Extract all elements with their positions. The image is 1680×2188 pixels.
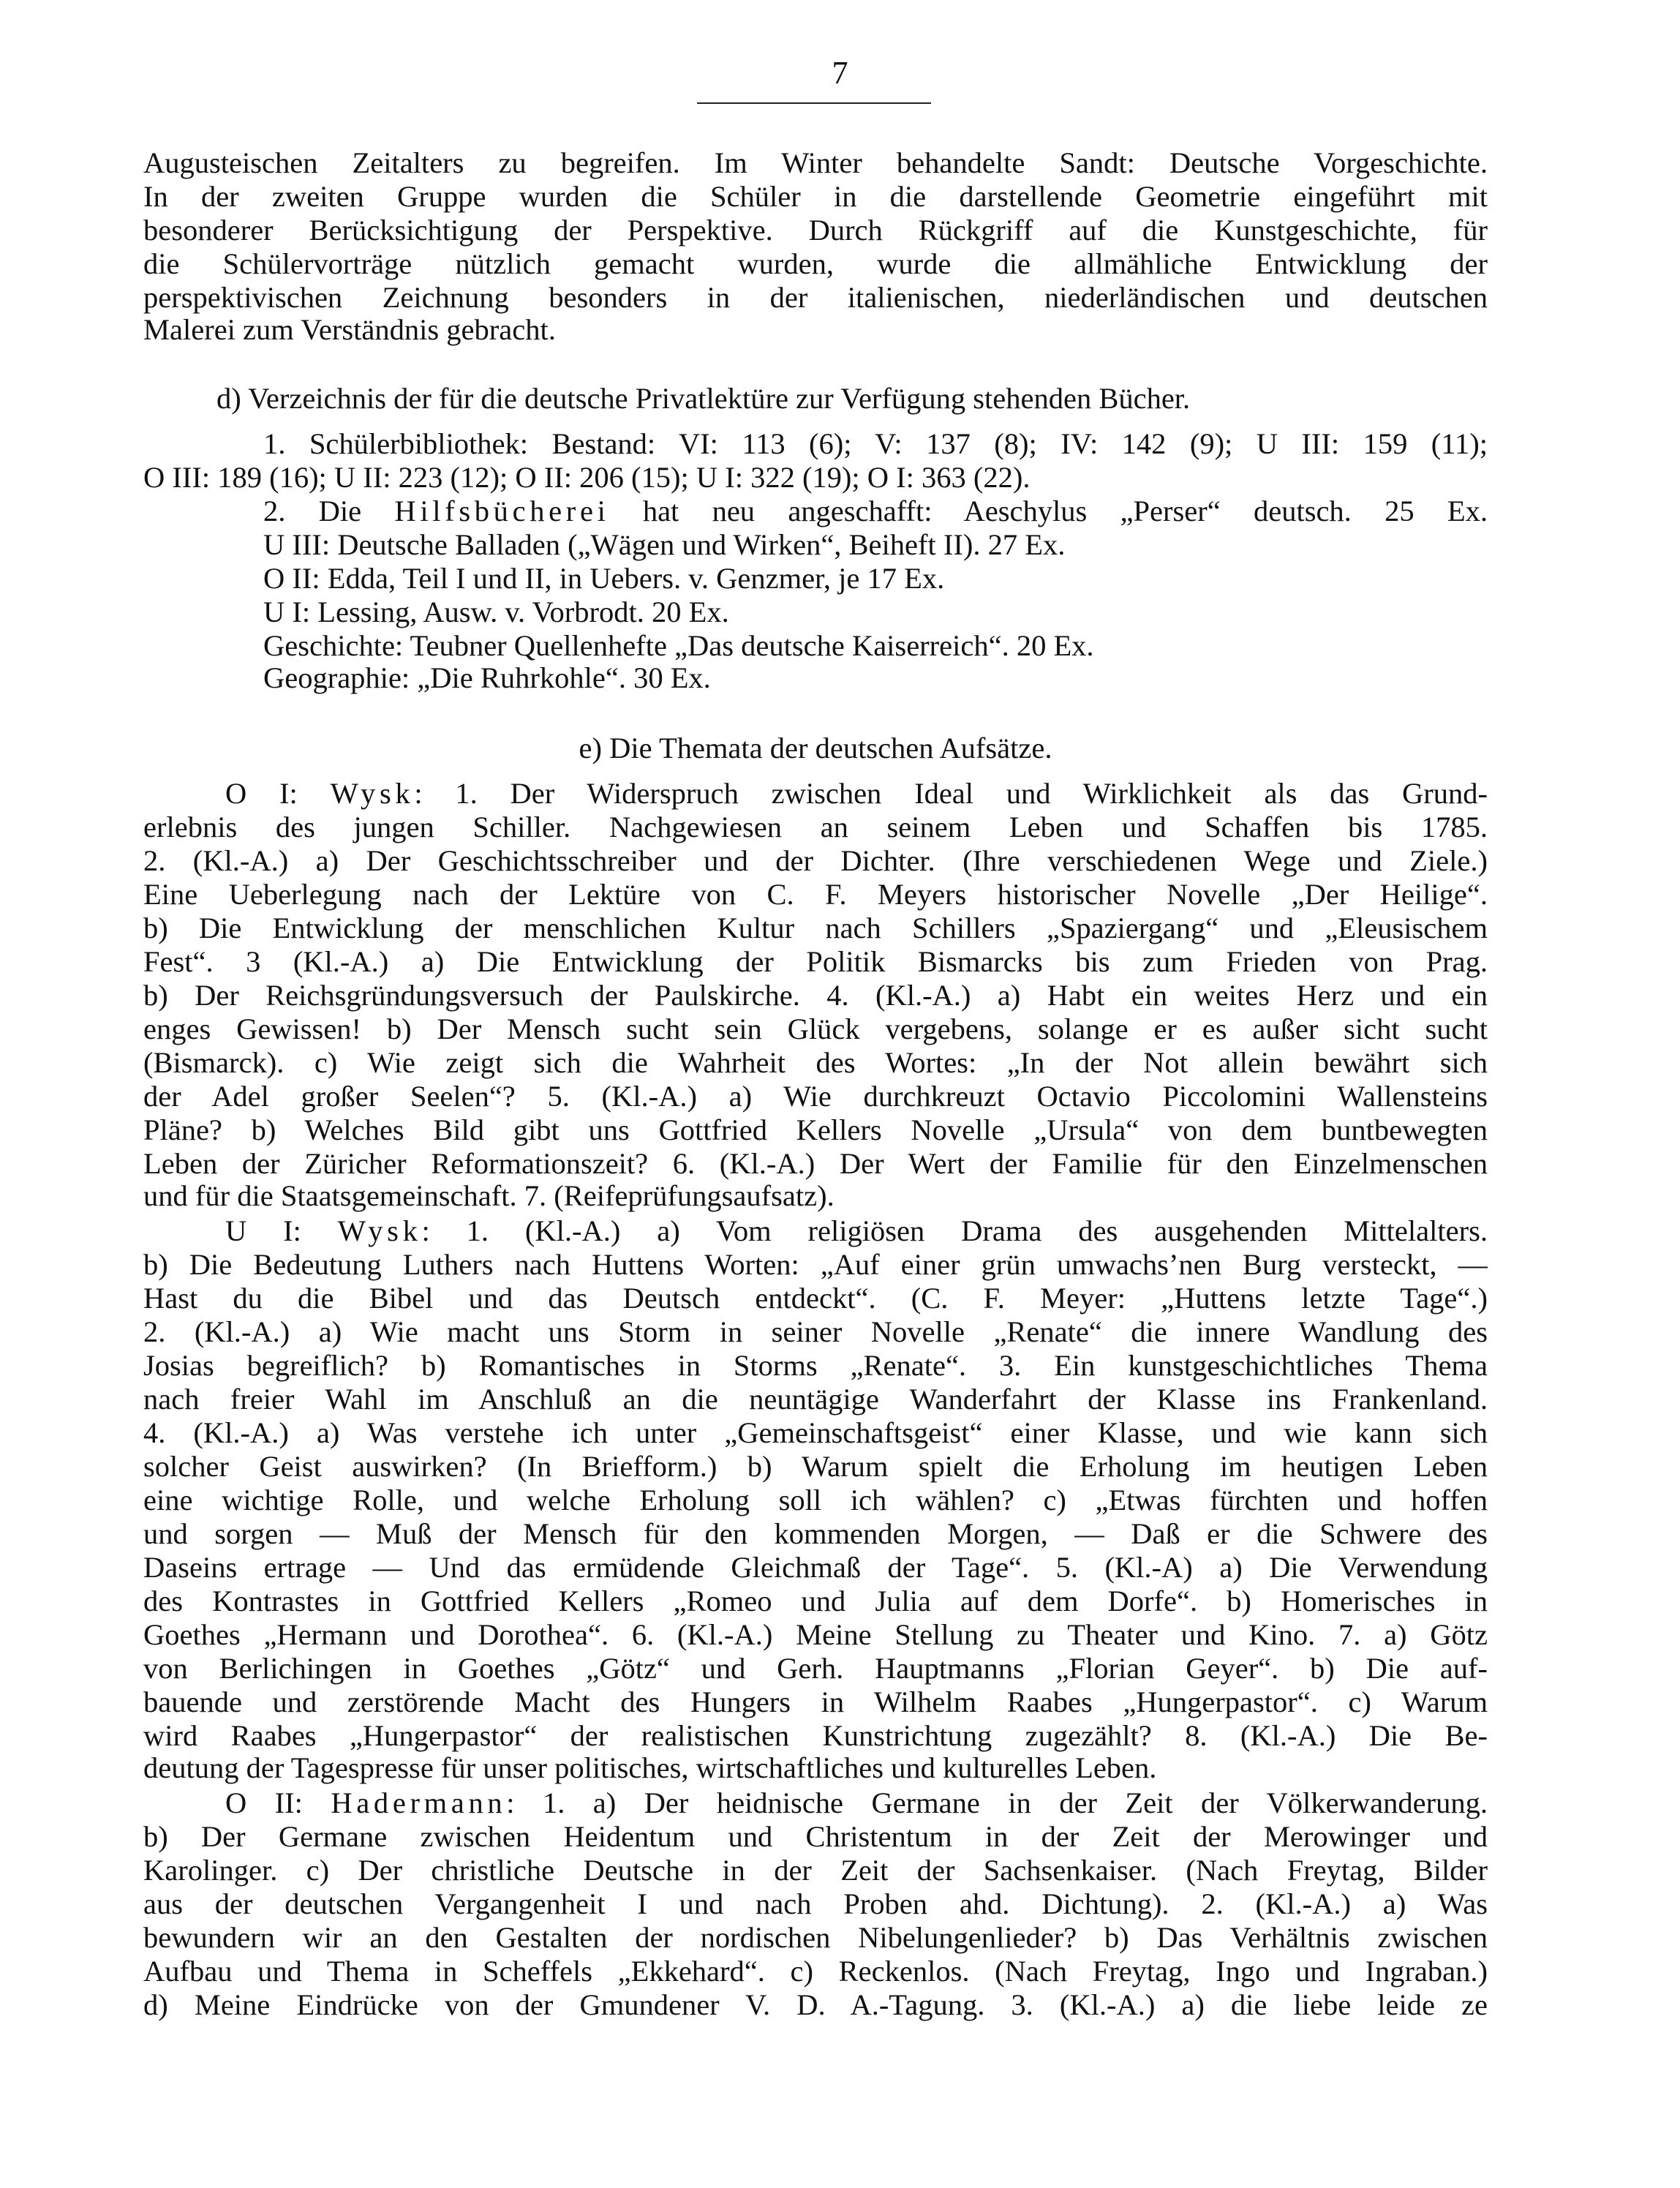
text-line: bewundern wir an den Gestalten der nordischen Nibelungenlieder? b) Das Verhältnis zwischen: [143, 1921, 1488, 1954]
text-line: 2. (Kl.-A.) a) Wie macht uns Storm in seiner Novelle „Renate“ die innere Wandlung des: [143, 1315, 1488, 1348]
text-line: nach freier Wahl im Anschluß an die neuntägige Wanderfahrt der Klasse ins Frankenland.: [143, 1383, 1488, 1416]
text-line: Malerei zum Verständnis gebracht.: [143, 313, 556, 346]
text-line: b) Die Entwicklung der menschlichen Kultur nach Schillers „Spaziergang“ und „Eleusischem: [143, 911, 1488, 944]
header-rule: [697, 102, 931, 104]
text-line: [225, 1214, 1488, 1248]
text-line: bauende und zerstörende Macht des Hungers in Wilhelm Raabes „Hungerpastor“. c) Warum: [143, 1685, 1488, 1718]
text-line: der Adel großer Seelen“? 5. (Kl.-A.) a) Wie durchkreuzt Octavio Piccolomini Wallensteins: [143, 1080, 1488, 1113]
section-heading-d: d) Verzeichnis der für die deutsche Privatlektüre zur Verfügung stehenden Bücher.: [216, 382, 1191, 415]
text-line: 2. (Kl.-A.) a) Der Geschichtsschreiber und der Dichter. (Ihre verschiedenen Wege und Ziele.): [143, 844, 1488, 877]
text-line: Augusteischen Zeitalters zu begreifen. Im Winter behandelte Sandt: Deutsche Vorgeschichte.: [143, 146, 1488, 179]
page-number: 7: [832, 55, 848, 91]
text-line: eine wichtige Rolle, und welche Erholung soll ich wählen? c) „Etwas fürchten und hoffen: [143, 1484, 1488, 1516]
teacher-name: Wysk: [330, 777, 415, 810]
text-line: perspektivischen Zeichnung besonders in der italienischen, niederländischen und deutschen: [143, 281, 1488, 314]
text-line: Geographie: „Die Ruhrkohle“. 30 Ex.: [263, 661, 711, 694]
text-line: 4. (Kl.-A.) a) Was verstehe ich unter „Gemeinschaftsgeist“ einer Klasse, und wie kann sich: [143, 1416, 1488, 1449]
text-line: und für die Staatsgemeinschaft. 7. (Reifeprüfungsaufsatz).: [143, 1179, 835, 1212]
text-line: b) Die Bedeutung Luthers nach Huttens Worten: „Auf einer grün umwachs’nen Burg versteckt, —: [143, 1248, 1488, 1281]
text-line: Pläne? b) Welches Bild gibt uns Gottfried Kellers Novelle „Ursula“ von dem buntbewegten: [143, 1113, 1488, 1146]
text-run: O II:: [225, 1786, 331, 1819]
text-line: [225, 1786, 1488, 1820]
text-run: 2. Die: [263, 495, 395, 527]
text-line: b) Der Reichsgründungsversuch der Paulskirche. 4. (Kl.-A.) a) Habt ein weites Herz und ein: [143, 979, 1488, 1012]
text-line: Daseins ertrage — Und das ermüdende Gleichmaß der Tage“. 5. (Kl.-A) a) Die Verwendung: [143, 1551, 1488, 1584]
text-line: Aufbau und Thema in Scheffels „Ekkehard“. c) Reckenlos. (Nach Freytag, Ingo und Ingraban.): [143, 1955, 1488, 1988]
text-line: In der zweiten Gruppe wurden die Schüler in die darstellende Geometrie eingeführt mit: [143, 180, 1488, 213]
text-line: [263, 495, 1488, 528]
text-line: O II: Edda, Teil I und II, in Uebers. v. Genzmer, je 17 Ex.: [263, 562, 945, 595]
text-line: und sorgen — Muß der Mensch für den kommenden Morgen, — Daß er die Schwere des: [143, 1517, 1488, 1550]
text-line: enges Gewissen! b) Der Mensch sucht sein Glück vergebens, solange er es außer sicht sucht: [143, 1012, 1488, 1045]
section-heading-e: e) Die Themata der deutschen Aufsätze.: [579, 732, 1052, 764]
text-run: hat neu angeschafft: Aeschylus „Perser“ deutsch. 25 Ex.: [609, 495, 1488, 527]
text-line: U I: Lessing, Ausw. v. Vorbrodt. 20 Ex.: [263, 595, 729, 628]
text-line: Geschichte: Teubner Quellenhefte „Das deutsche Kaiserreich“. 20 Ex.: [263, 629, 1094, 662]
text-line: [225, 777, 1488, 811]
text-line: des Kontrastes in Gottfried Kellers „Romeo und Julia auf dem Dorfe“. b) Homerisches in: [143, 1584, 1488, 1617]
text-line: 1. Schülerbibliothek: Bestand: VI: 113 (6); V: 137 (8); IV: 142 (9); U III: 159 (11);: [263, 427, 1488, 460]
text-line: Hast du die Bibel und das Deutsch entdeckt“. (C. F. Meyer: „Huttens letzte Tage“.): [143, 1282, 1488, 1315]
teacher-name: Hadermann: [331, 1786, 507, 1819]
text-run: U I:: [225, 1214, 338, 1247]
text-run: : 1. a) Der heidnische Germane in der Zeit der Völkerwanderung.: [506, 1786, 1488, 1819]
text-line: die Schülervorträge nützlich gemacht wurden, wurde die allmähliche Entwicklung der: [143, 247, 1488, 280]
text-line: O III: 189 (16); U II: 223 (12); O II: 206 (15); U I: 322 (19); O I: 363 (22).: [143, 461, 1031, 494]
teacher-name: Wysk: [337, 1214, 422, 1247]
text-line: Goethes „Hermann und Dorothea“. 6. (Kl.-A.) Meine Stellung zu Theater und Kino. 7. a) Götz: [143, 1618, 1488, 1651]
text-line: wird Raabes „Hungerpastor“ der realistischen Kunstrichtung zugezählt? 8. (Kl.-A.) Die Be-: [143, 1719, 1488, 1752]
text-line: Josias begreiflich? b) Romantisches in Storms „Renate“. 3. Ein kunstgeschichtliches Thema: [143, 1349, 1488, 1382]
spaced-term: Hilfsbücherei: [394, 495, 610, 527]
text-line: deutung der Tagespresse für unser politisches, wirtschaftliches und kulturelles Leben.: [143, 1751, 1157, 1784]
text-line: d) Meine Eindrücke von der Gmundener V. D. A.-Tagung. 3. (Kl.-A.) a) die liebe leide ze: [143, 1988, 1488, 2021]
text-line: Eine Ueberlegung nach der Lektüre von C. F. Meyers historischer Novelle „Der Heilige“.: [143, 878, 1488, 911]
text-run: : 1. (Kl.-A.) a) Vom religiösen Drama des ausgehenden Mittelalters.: [421, 1214, 1488, 1247]
text-line: aus der deutschen Vergangenheit I und nach Proben ahd. Dichtung). 2. (Kl.-A.) a) Was: [143, 1887, 1488, 1920]
text-run: : 1. Der Widerspruch zwischen Ideal und Wirklichkeit als das Grund-: [414, 777, 1488, 810]
text-line: b) Der Germane zwischen Heidentum und Christentum in der Zeit der Merowinger und: [143, 1820, 1488, 1853]
text-line: Karolinger. c) Der christliche Deutsche in der Zeit der Sachsenkaiser. (Nach Freytag, Bilder: [143, 1854, 1488, 1887]
text-line: U III: Deutsche Balladen („Wägen und Wirken“, Beiheft II). 27 Ex.: [263, 528, 1066, 561]
text-run: O I:: [225, 777, 331, 810]
text-line: besonderer Berücksichtigung der Perspektive. Durch Rückgriff auf die Kunstgeschichte, für: [143, 214, 1488, 247]
text-line: (Bismarck). c) Wie zeigt sich die Wahrheit des Wortes: „In der Not allein bewährt sich: [143, 1046, 1488, 1079]
text-line: Fest“. 3 (Kl.-A.) a) Die Entwicklung der Politik Bismarcks bis zum Frieden von Prag.: [143, 945, 1488, 978]
text-line: solcher Geist auswirken? (In Briefform.) b) Warum spielt die Erholung im heutigen Leben: [143, 1450, 1488, 1483]
text-line: erlebnis des jungen Schiller. Nachgewiesen an seinem Leben und Schaffen bis 1785.: [143, 811, 1488, 843]
text-line: Leben der Züricher Reformationszeit? 6. (Kl.-A.) Der Wert der Familie für den Einzelmenschen: [143, 1147, 1488, 1180]
text-line: von Berlichingen in Goethes „Götz“ und Gerh. Hauptmanns „Florian Geyer“. b) Die auf-: [143, 1652, 1488, 1685]
